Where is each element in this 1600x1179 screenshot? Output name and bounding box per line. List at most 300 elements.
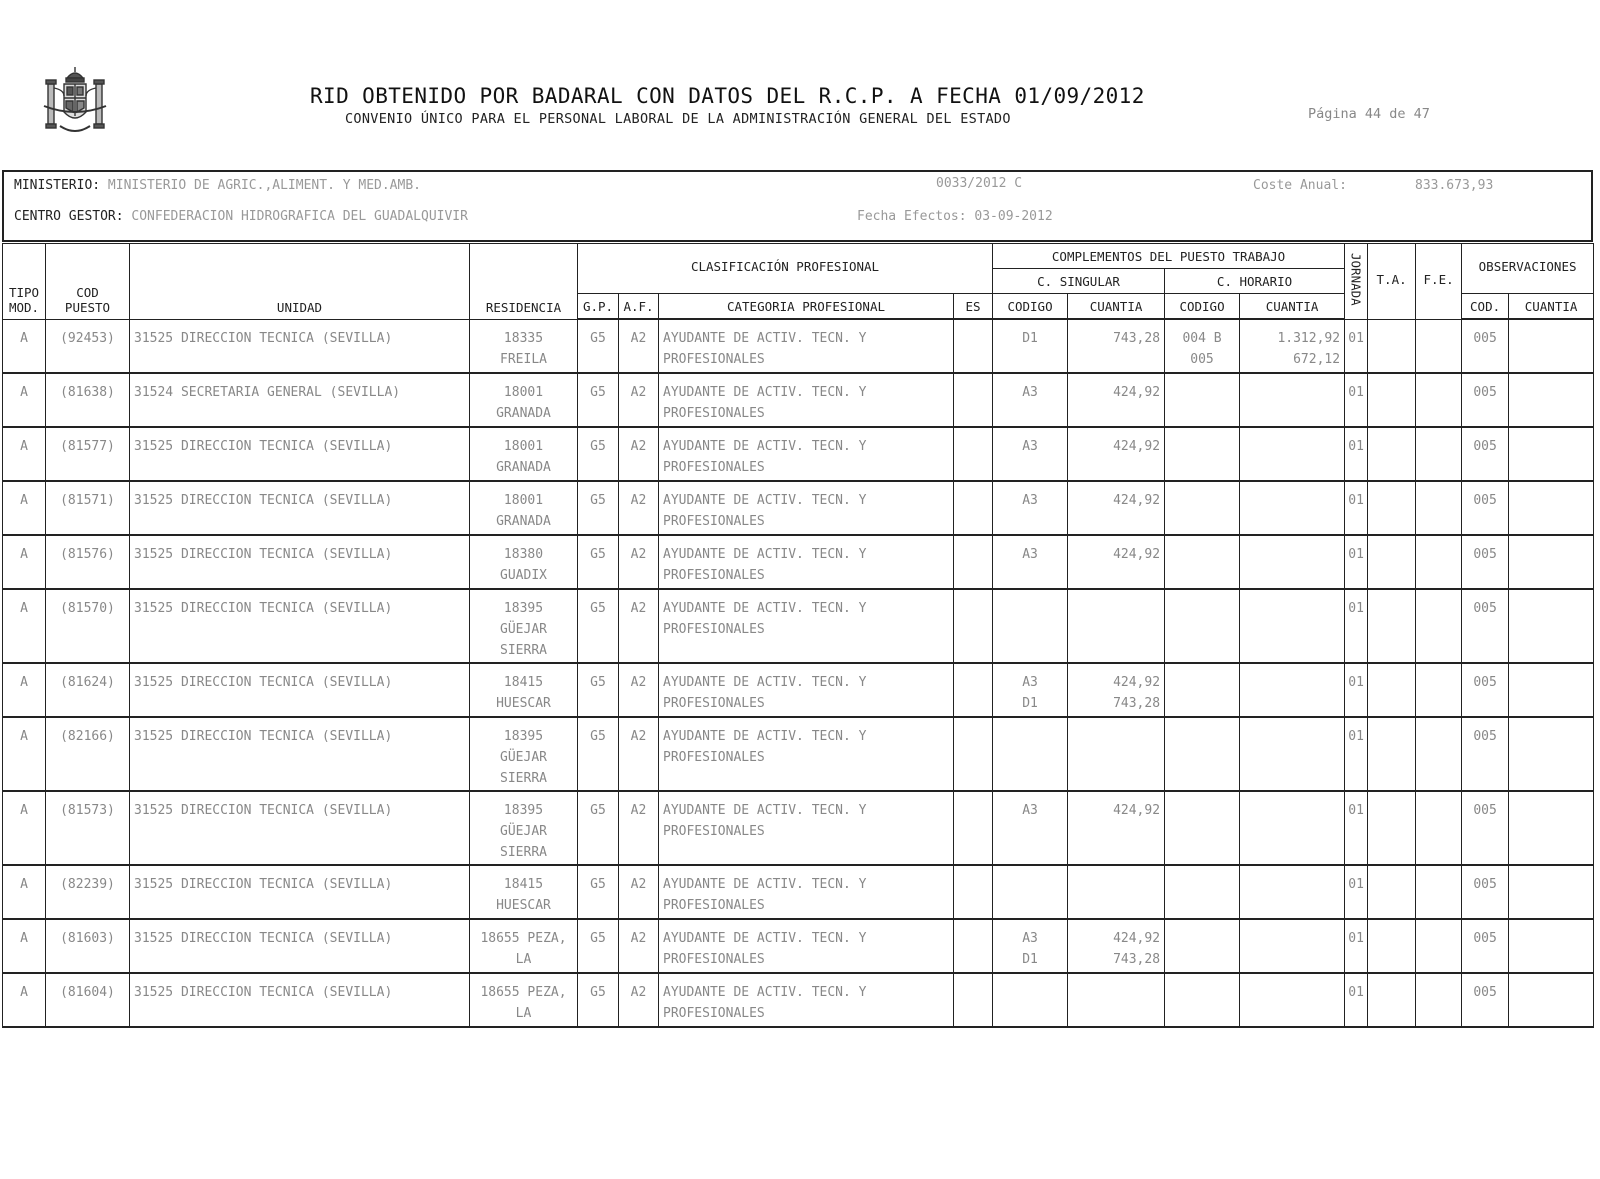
cell-categoria (659, 589, 954, 663)
cell-categoria (659, 919, 954, 973)
cell-obs-cod: 005 (1462, 919, 1509, 973)
col-complementos: COMPLEMENTOS DEL PUESTO TRABAJO (993, 244, 1345, 269)
residencia-line-1: 18655 PEZA, (480, 931, 567, 946)
cs-cuantia-2: 743,28 (1113, 696, 1161, 711)
cell-obs-cuantia (1509, 973, 1594, 1027)
cell-cs-cuantia (1068, 919, 1165, 973)
cell-obs-cuantia (1509, 373, 1594, 427)
cell-ch-cuantia (1240, 373, 1345, 427)
cell-jornada: 01 (1345, 535, 1368, 589)
residencia-line-2: GÜEJAR (500, 622, 547, 637)
cell-residencia (470, 589, 578, 663)
centro-gestor-value: CONFEDERACION HIDROGRAFICA DEL GUADALQUIVIR (131, 209, 468, 224)
col-ta: T.A. (1368, 244, 1416, 320)
cell-tipo: A (3, 373, 46, 427)
cell-puesto: (81624) (46, 663, 130, 717)
categoria-line-2: PROFESIONALES (663, 898, 765, 913)
table-row (3, 865, 1594, 919)
ch-codigo-1: 004 B (1182, 331, 1222, 346)
cell-fe (1416, 319, 1462, 373)
cell-af: A2 (619, 865, 659, 919)
cell-tipo: A (3, 589, 46, 663)
cell-fe (1416, 373, 1462, 427)
table-row (3, 535, 1594, 589)
categoria-line-2: PROFESIONALES (663, 622, 765, 637)
residencia-line-3: SIERRA (500, 771, 547, 786)
cell-puesto: (82166) (46, 717, 130, 791)
cell-cs-codigo (993, 717, 1068, 791)
cell-tipo: A (3, 919, 46, 973)
cell-ch-codigo (1165, 481, 1240, 535)
cell-cs-codigo (993, 865, 1068, 919)
cell-ta (1368, 791, 1416, 865)
cell-jornada: 01 (1345, 373, 1368, 427)
cell-tipo: A (3, 481, 46, 535)
col-jornada: JORNADA (1345, 244, 1368, 320)
col-observaciones: OBSERVACIONES (1462, 244, 1594, 294)
cell-cs-codigo (993, 319, 1068, 373)
cs-cuantia-1: 743,28 (1113, 331, 1161, 346)
col-clasificacion: CLASIFICACIÓN PROFESIONAL (578, 244, 993, 294)
cell-obs-cuantia (1509, 427, 1594, 481)
cell-jornada: 01 (1345, 717, 1368, 791)
cell-ch-codigo (1165, 373, 1240, 427)
cell-unidad: 31525 DIRECCION TECNICA (SEVILLA) (130, 427, 470, 481)
table-row (3, 717, 1594, 791)
categoria-line-1: AYUDANTE DE ACTIV. TECN. Y (663, 385, 867, 400)
cell-fe (1416, 791, 1462, 865)
residencia-line-2: GÜEJAR (500, 824, 547, 839)
residencia-line-2: LA (515, 1006, 532, 1021)
cell-fe (1416, 427, 1462, 481)
cell-af: A2 (619, 427, 659, 481)
cell-jornada: 01 (1345, 481, 1368, 535)
cell-obs-cod: 005 (1462, 319, 1509, 373)
cell-ch-codigo (1165, 865, 1240, 919)
cell-obs-cod: 005 (1462, 427, 1509, 481)
cs-codigo-2: D1 (1022, 952, 1038, 967)
cell-puesto: (81571) (46, 481, 130, 535)
cell-cs-codigo (993, 589, 1068, 663)
cell-gp: G5 (578, 481, 619, 535)
cs-codigo-1: A3 (1022, 439, 1038, 454)
cell-categoria (659, 319, 954, 373)
cell-cs-cuantia (1068, 865, 1165, 919)
cell-af: A2 (619, 481, 659, 535)
cell-jornada: 01 (1345, 919, 1368, 973)
cell-unidad: 31525 DIRECCION TECNICA (SEVILLA) (130, 919, 470, 973)
cell-ta (1368, 427, 1416, 481)
cell-es (954, 589, 993, 663)
cell-af: A2 (619, 919, 659, 973)
cell-cs-cuantia (1068, 373, 1165, 427)
cell-ch-cuantia (1240, 589, 1345, 663)
cell-ta (1368, 717, 1416, 791)
cell-ta (1368, 663, 1416, 717)
cell-puesto: (81603) (46, 919, 130, 973)
cell-obs-cuantia (1509, 319, 1594, 373)
cell-ta (1368, 373, 1416, 427)
cell-es (954, 481, 993, 535)
cell-es (954, 791, 993, 865)
categoria-line-1: AYUDANTE DE ACTIV. TECN. Y (663, 675, 867, 690)
table-row (3, 973, 1594, 1027)
col-cod-puesto (46, 244, 130, 320)
cell-categoria (659, 663, 954, 717)
residencia-line-2: GUADIX (500, 568, 547, 583)
table-row (3, 791, 1594, 865)
residencia-line-1: 18415 (503, 877, 544, 892)
cell-ch-cuantia (1240, 319, 1345, 373)
cell-categoria (659, 717, 954, 791)
cell-cs-codigo (993, 481, 1068, 535)
cell-residencia (470, 319, 578, 373)
cell-es (954, 373, 993, 427)
residencia-line-1: 18380 (503, 547, 544, 562)
cell-obs-cod: 005 (1462, 973, 1509, 1027)
residencia-line-2: GRANADA (496, 514, 551, 529)
cell-ta (1368, 319, 1416, 373)
cell-jornada: 01 (1345, 865, 1368, 919)
cell-residencia (470, 717, 578, 791)
categoria-line-1: AYUDANTE DE ACTIV. TECN. Y (663, 985, 867, 1000)
table-row (3, 919, 1594, 973)
cell-tipo: A (3, 973, 46, 1027)
cs-cuantia-1: 424,92 (1113, 803, 1161, 818)
cell-ta (1368, 481, 1416, 535)
cell-jornada: 01 (1345, 791, 1368, 865)
cell-ch-codigo (1165, 535, 1240, 589)
ch-cuantia-1: 1.312,92 (1277, 331, 1341, 346)
residencia-line-2: GRANADA (496, 406, 551, 421)
cell-unidad: 31525 DIRECCION TECNICA (SEVILLA) (130, 319, 470, 373)
residencia-line-1: 18415 (503, 675, 544, 690)
cell-af: A2 (619, 589, 659, 663)
cell-fe (1416, 663, 1462, 717)
cell-cs-cuantia (1068, 717, 1165, 791)
cell-ch-codigo (1165, 717, 1240, 791)
residencia-line-2: LA (515, 952, 532, 967)
cell-puesto: (81604) (46, 973, 130, 1027)
cell-ch-codigo (1165, 919, 1240, 973)
cell-unidad: 31525 DIRECCION TECNICA (SEVILLA) (130, 481, 470, 535)
cell-obs-cod: 005 (1462, 535, 1509, 589)
table-row (3, 373, 1594, 427)
cell-obs-cuantia (1509, 535, 1594, 589)
cell-es (954, 319, 993, 373)
cell-gp: G5 (578, 717, 619, 791)
cs-cuantia-1: 424,92 (1113, 547, 1161, 562)
residencia-line-2: GÜEJAR (500, 750, 547, 765)
cell-af: A2 (619, 373, 659, 427)
cell-gp: G5 (578, 319, 619, 373)
residencia-line-3: SIERRA (500, 845, 547, 860)
cell-obs-cuantia (1509, 663, 1594, 717)
col-es: ES (954, 294, 993, 320)
document-subtitle: CONVENIO ÚNICO PARA EL PERSONAL LABORAL DE LA ADMINISTRACIÓN GENERAL DEL ESTADO (345, 111, 1011, 127)
cell-tipo: A (3, 717, 46, 791)
categoria-line-1: AYUDANTE DE ACTIV. TECN. Y (663, 493, 867, 508)
cell-puesto: (81573) (46, 791, 130, 865)
cs-codigo-1: A3 (1022, 803, 1038, 818)
residencia-line-1: 18335 (503, 330, 544, 346)
cell-obs-cuantia (1509, 589, 1594, 663)
cell-ch-codigo (1165, 427, 1240, 481)
cell-af: A2 (619, 791, 659, 865)
cell-residencia (470, 973, 578, 1027)
cell-categoria (659, 973, 954, 1027)
categoria-line-1: AYUDANTE DE ACTIV. TECN. Y (663, 331, 867, 346)
cell-gp: G5 (578, 919, 619, 973)
cell-unidad: 31525 DIRECCION TECNICA (SEVILLA) (130, 865, 470, 919)
cs-cuantia-1: 424,92 (1113, 675, 1161, 690)
cell-residencia (470, 535, 578, 589)
cell-categoria (659, 791, 954, 865)
col-cs-cuantia: CUANTIA (1068, 294, 1165, 320)
col-puesto: PUESTO (64, 299, 111, 315)
cell-jornada: 01 (1345, 319, 1368, 373)
cell-cs-cuantia (1068, 481, 1165, 535)
cell-fe (1416, 717, 1462, 791)
cell-ch-cuantia (1240, 535, 1345, 589)
cell-unidad: 31525 DIRECCION TECNICA (SEVILLA) (130, 791, 470, 865)
cell-af: A2 (619, 717, 659, 791)
categoria-line-2: PROFESIONALES (663, 1006, 765, 1021)
col-c-horario: C. HORARIO (1165, 269, 1345, 294)
cell-cs-cuantia (1068, 973, 1165, 1027)
categoria-line-1: AYUDANTE DE ACTIV. TECN. Y (663, 601, 867, 616)
cell-puesto: (82239) (46, 865, 130, 919)
col-fe: F.E. (1416, 244, 1462, 320)
cell-puesto: (81576) (46, 535, 130, 589)
cell-ch-cuantia (1240, 865, 1345, 919)
categoria-line-1: AYUDANTE DE ACTIV. TECN. Y (663, 931, 867, 946)
centro-gestor-line (14, 209, 468, 224)
residencia-line-2: HUESCAR (496, 696, 551, 711)
cell-residencia (470, 663, 578, 717)
categoria-line-2: PROFESIONALES (663, 696, 765, 711)
residencia-line-2: FREILA (500, 351, 547, 367)
fecha-efectos: Fecha Efectos: 03-09-2012 (857, 209, 1053, 224)
residencia-line-3: SIERRA (500, 643, 547, 658)
col-gp: G.P. (578, 294, 619, 320)
cell-puesto: (81570) (46, 589, 130, 663)
cell-ch-cuantia (1240, 717, 1345, 791)
col-ch-codigo: CODIGO (1165, 294, 1240, 320)
cell-tipo: A (3, 663, 46, 717)
cell-residencia (470, 865, 578, 919)
cell-es (954, 919, 993, 973)
cell-categoria (659, 535, 954, 589)
col-c-singular: C. SINGULAR (993, 269, 1165, 294)
cell-cs-codigo (993, 535, 1068, 589)
centro-gestor-label: CENTRO GESTOR: (14, 209, 124, 224)
cs-codigo-1: A3 (1022, 931, 1038, 946)
col-af: A.F. (619, 294, 659, 320)
cell-fe (1416, 919, 1462, 973)
col-residencia: RESIDENCIA (470, 244, 578, 320)
residencia-line-1: 18395 (503, 729, 544, 744)
cell-ch-codigo (1165, 319, 1240, 373)
table-row (3, 589, 1594, 663)
cell-gp: G5 (578, 973, 619, 1027)
cell-obs-cod: 005 (1462, 865, 1509, 919)
coat-of-arms-logo (40, 66, 110, 140)
cell-es (954, 865, 993, 919)
cell-es (954, 663, 993, 717)
cs-cuantia-1: 424,92 (1113, 439, 1161, 454)
positions-table (2, 243, 1594, 1028)
cell-cs-codigo (993, 373, 1068, 427)
cs-codigo-1: A3 (1022, 385, 1038, 400)
col-cod: COD (76, 284, 99, 300)
ch-cuantia-2: 672,12 (1293, 352, 1341, 367)
categoria-line-1: AYUDANTE DE ACTIV. TECN. Y (663, 439, 867, 454)
col-categoria: CATEGORIA PROFESIONAL (659, 294, 954, 320)
cell-af: A2 (619, 535, 659, 589)
document-title: RID OBTENIDO POR BADARAL CON DATOS DEL R.C.P. A FECHA 01/09/2012 (310, 84, 1145, 108)
categoria-line-2: PROFESIONALES (663, 460, 765, 475)
cell-gp: G5 (578, 589, 619, 663)
cell-residencia (470, 919, 578, 973)
cell-fe (1416, 481, 1462, 535)
cell-jornada: 01 (1345, 427, 1368, 481)
cell-af: A2 (619, 319, 659, 373)
cell-puesto: (92453) (46, 319, 130, 373)
cell-obs-cuantia (1509, 481, 1594, 535)
cs-codigo-1: A3 (1022, 493, 1038, 508)
ch-codigo-2: 005 (1190, 352, 1214, 367)
cs-codigo-1: A3 (1022, 675, 1038, 690)
cell-jornada: 01 (1345, 973, 1368, 1027)
cell-fe (1416, 535, 1462, 589)
residencia-line-2: GRANADA (496, 460, 551, 475)
cell-obs-cod: 005 (1462, 663, 1509, 717)
cell-af: A2 (619, 973, 659, 1027)
cell-gp: G5 (578, 791, 619, 865)
cell-ch-codigo (1165, 791, 1240, 865)
cell-es (954, 427, 993, 481)
cell-residencia (470, 481, 578, 535)
ministerio-line (14, 178, 421, 193)
cs-codigo-1: D1 (1022, 331, 1038, 346)
cell-residencia (470, 373, 578, 427)
categoria-line-1: AYUDANTE DE ACTIV. TECN. Y (663, 803, 867, 818)
cell-unidad: 31524 SECRETARIA GENERAL (SEVILLA) (130, 373, 470, 427)
cell-unidad: 31525 DIRECCION TECNICA (SEVILLA) (130, 663, 470, 717)
cell-af: A2 (619, 663, 659, 717)
cell-tipo: A (3, 865, 46, 919)
cell-fe (1416, 589, 1462, 663)
cell-ta (1368, 865, 1416, 919)
cs-codigo-2: D1 (1022, 696, 1038, 711)
col-ch-cuantia: CUANTIA (1240, 294, 1345, 320)
cell-categoria (659, 481, 954, 535)
cell-ta (1368, 535, 1416, 589)
categoria-line-2: PROFESIONALES (663, 406, 765, 421)
cell-cs-codigo (993, 663, 1068, 717)
cell-tipo: A (3, 791, 46, 865)
coste-anual-value: 833.673,93 (1415, 178, 1494, 193)
table-row (3, 319, 1594, 373)
cell-puesto: (81577) (46, 427, 130, 481)
categoria-line-2: PROFESIONALES (663, 514, 765, 529)
cell-ch-cuantia (1240, 791, 1345, 865)
cell-cs-cuantia (1068, 589, 1165, 663)
table-row (3, 427, 1594, 481)
cell-ta (1368, 589, 1416, 663)
page-indicator: Página 44 de 47 (1308, 106, 1430, 122)
cell-obs-cuantia (1509, 919, 1594, 973)
cell-gp: G5 (578, 373, 619, 427)
cell-es (954, 535, 993, 589)
cell-ch-cuantia (1240, 481, 1345, 535)
cs-codigo-1: A3 (1022, 547, 1038, 562)
cell-ch-cuantia (1240, 663, 1345, 717)
col-unidad: UNIDAD (130, 244, 470, 320)
cell-cs-codigo (993, 973, 1068, 1027)
categoria-line-1: AYUDANTE DE ACTIV. TECN. Y (663, 729, 867, 744)
col-cs-codigo: CODIGO (993, 294, 1068, 320)
cell-tipo: A (3, 427, 46, 481)
cell-residencia (470, 791, 578, 865)
table-row (3, 663, 1594, 717)
cell-ch-cuantia (1240, 427, 1345, 481)
cell-obs-cuantia (1509, 791, 1594, 865)
residencia-line-1: 18001 (503, 493, 544, 508)
cell-cs-cuantia (1068, 535, 1165, 589)
cell-gp: G5 (578, 865, 619, 919)
cell-cs-cuantia (1068, 791, 1165, 865)
cell-cs-codigo (993, 791, 1068, 865)
cell-jornada: 01 (1345, 663, 1368, 717)
residencia-line-1: 18395 (503, 601, 544, 616)
cell-es (954, 973, 993, 1027)
cell-tipo: A (3, 535, 46, 589)
cell-residencia (470, 427, 578, 481)
cell-es (954, 717, 993, 791)
cell-fe (1416, 973, 1462, 1027)
cell-jornada: 01 (1345, 589, 1368, 663)
residencia-line-1: 18655 PEZA, (480, 985, 567, 1000)
cell-ch-cuantia (1240, 919, 1345, 973)
cell-unidad: 31525 DIRECCION TECNICA (SEVILLA) (130, 535, 470, 589)
cell-ch-cuantia (1240, 973, 1345, 1027)
cell-unidad: 31525 DIRECCION TECNICA (SEVILLA) (130, 589, 470, 663)
cell-obs-cod: 005 (1462, 373, 1509, 427)
cell-ta (1368, 919, 1416, 973)
coste-anual-label: Coste Anual: (1253, 178, 1347, 193)
cell-obs-cuantia (1509, 865, 1594, 919)
col-tipo: TIPO (8, 284, 40, 300)
categoria-line-1: AYUDANTE DE ACTIV. TECN. Y (663, 877, 867, 892)
col-obs-cuantia: CUANTIA (1509, 294, 1594, 320)
cell-gp: G5 (578, 427, 619, 481)
cs-cuantia-2: 743,28 (1113, 952, 1161, 967)
cell-unidad: 31525 DIRECCION TECNICA (SEVILLA) (130, 973, 470, 1027)
cell-categoria (659, 427, 954, 481)
cell-categoria (659, 373, 954, 427)
categoria-line-2: PROFESIONALES (663, 824, 765, 839)
categoria-line-2: PROFESIONALES (663, 352, 765, 367)
cell-categoria (659, 865, 954, 919)
cs-cuantia-1: 424,92 (1113, 493, 1161, 508)
cell-obs-cod: 005 (1462, 481, 1509, 535)
categoria-line-2: PROFESIONALES (663, 568, 765, 583)
cell-cs-cuantia (1068, 319, 1165, 373)
cell-tipo: A (3, 319, 46, 373)
categoria-line-2: PROFESIONALES (663, 750, 765, 765)
